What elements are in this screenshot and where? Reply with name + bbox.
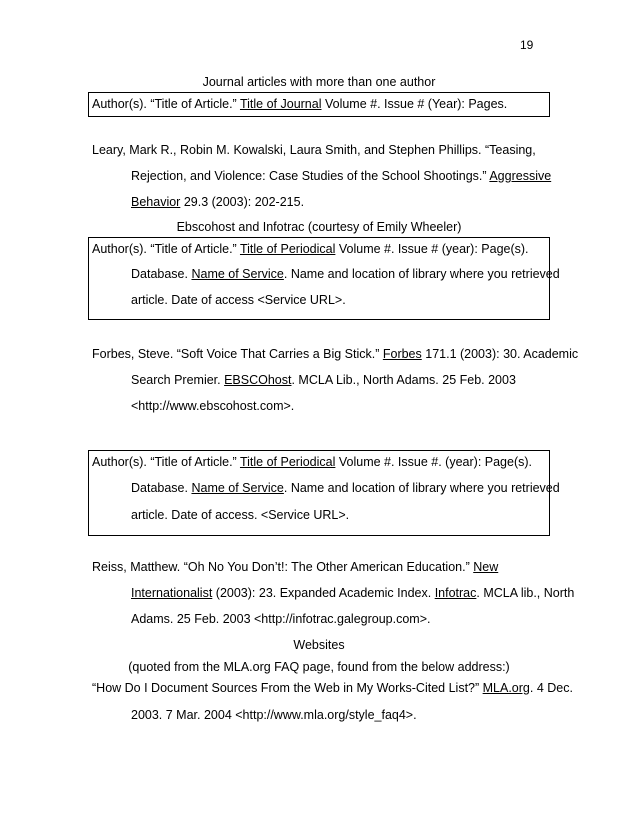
infotrac-template-line-3: article. Date of access. <Service URL>.	[131, 508, 350, 522]
infotrac-template-line-2	[131, 481, 560, 495]
forbes-entry-line-3: <http://www.ebscohost.com>.	[131, 399, 295, 413]
reiss-entry-line-2	[131, 586, 574, 600]
forbes-entry-line-2	[131, 373, 516, 387]
journal-multi-template-box	[88, 92, 550, 117]
entry-text: . MCLA Lib., North Adams. 25 Feb. 2003	[291, 373, 516, 387]
entry-underlined-text: Behavior	[131, 195, 181, 209]
template-underlined-text: Title of Periodical	[239, 455, 336, 469]
ebsco-template-box	[88, 237, 560, 320]
leary-entry-line-2	[131, 169, 551, 183]
template-text: Volume #. Issue # (year): Page(s).	[335, 242, 529, 256]
ebsco-template-line-1	[92, 242, 529, 256]
template-text: . Name and location of library where you retrieved	[283, 267, 560, 281]
websites-heading: Websites	[293, 638, 345, 652]
mla-entry-line-2: 2003. 7 Mar. 2004 <http://www.mla.org/style_faq4>.	[131, 708, 417, 722]
infotrac-template-box	[88, 450, 560, 536]
leary-entry-line-1: Leary, Mark R., Robin M. Kowalski, Laura Smith, and Stephen Phillips. “Teasing,	[92, 143, 536, 157]
entry-underlined-text: MLA.org	[482, 681, 530, 695]
template-text: Volume #. Issue #. (year): Page(s).	[335, 455, 533, 469]
entry-underlined-text: Infotrac	[434, 586, 477, 600]
leary-entry-line-3	[131, 195, 304, 209]
entry-text: 171.1 (2003): 30. Academic	[421, 347, 579, 361]
entry-text: Forbes, Steve. “Soft Voice That Carries a Big Stick.”	[92, 347, 383, 361]
entry-underlined-text: EBSCOhost	[224, 373, 292, 387]
reiss-entry-line-3: Adams. 25 Feb. 2003 <http://infotrac.galegroup.com>.	[131, 612, 431, 626]
entry-text: . 4 Dec.	[529, 681, 573, 695]
forbes-entry-line-1	[92, 347, 578, 361]
ebsco-template-line-2	[131, 267, 560, 281]
template-underlined-text: Title of Journal	[239, 97, 322, 111]
template-text: Author(s). “Title of Article.”	[92, 97, 240, 111]
template-text: Database.	[131, 267, 192, 281]
ebsco-heading: Ebscohost and Infotrac (courtesy of Emily Wheeler)	[176, 220, 462, 234]
entry-text: Reiss, Matthew. “Oh No You Don’t!: The Other American Education.”	[92, 560, 474, 574]
template-underlined-text: Title of Periodical	[239, 242, 336, 256]
websites-subheading: (quoted from the MLA.org FAQ page, found from the below address:)	[128, 660, 510, 674]
infotrac-template-line-1	[92, 455, 532, 469]
entry-text: 29.3 (2003): 202-215.	[180, 195, 305, 209]
template-text: Author(s). “Title of Article.”	[92, 455, 240, 469]
entry-text: “How Do I Document Sources From the Web in My Works-Cited List?”	[92, 681, 483, 695]
mla-entry-line-1	[92, 681, 573, 695]
entry-underlined-text: Internationalist	[131, 586, 213, 600]
journal-multi-heading: Journal articles with more than one author	[202, 75, 436, 89]
entry-underlined-text: Forbes	[382, 347, 422, 361]
template-text: . Name and location of library where you retrieved	[283, 481, 560, 495]
template-underlined-text: Name of Service	[191, 267, 284, 281]
entry-underlined-text: New	[473, 560, 499, 574]
template-text: Volume #. Issue # (Year): Pages.	[321, 97, 508, 111]
page-number: 19	[520, 38, 534, 52]
entry-text: . MCLA lib., North	[476, 586, 575, 600]
journal-multi-template-line	[92, 97, 507, 111]
entry-text: Rejection, and Violence: Case Studies of the School Shootings.”	[131, 169, 490, 183]
entry-text: Search Premier.	[131, 373, 225, 387]
ebsco-template-line-3: article. Date of access <Service URL>.	[131, 293, 346, 307]
entry-underlined-text: Aggressive	[489, 169, 552, 183]
template-text: Database.	[131, 481, 192, 495]
template-underlined-text: Name of Service	[191, 481, 284, 495]
entry-text: (2003): 23. Expanded Academic Index.	[212, 586, 435, 600]
reiss-entry-line-1	[92, 560, 498, 574]
template-text: Author(s). “Title of Article.”	[92, 242, 240, 256]
